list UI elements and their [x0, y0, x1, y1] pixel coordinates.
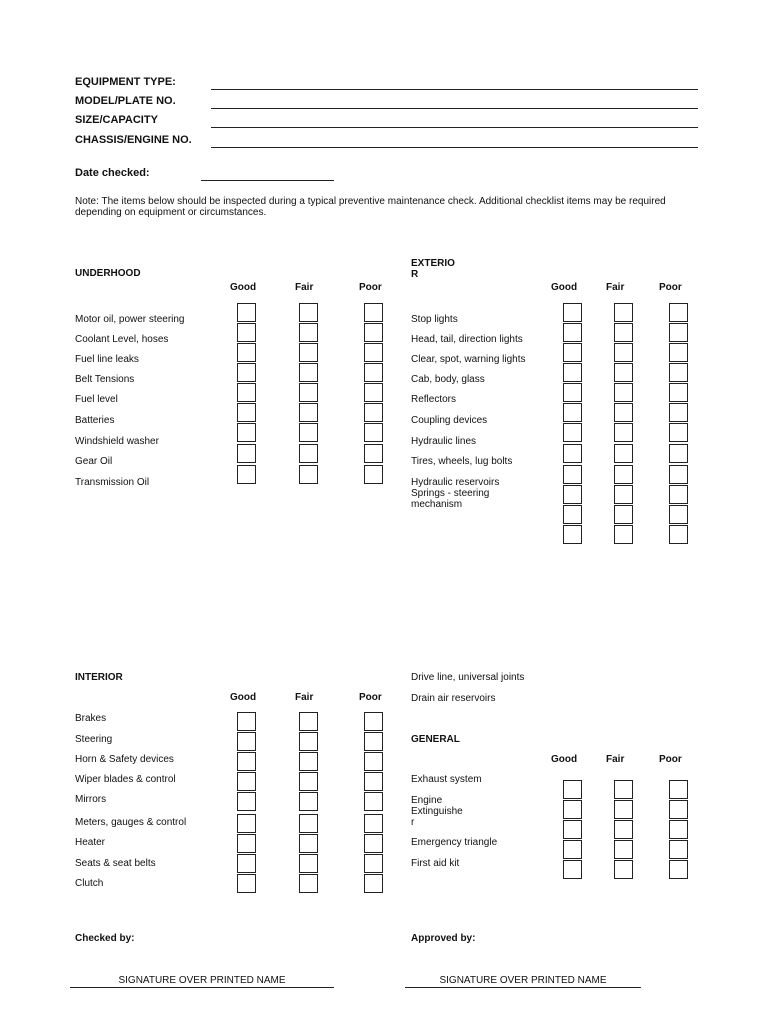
approved-by-label: Approved by: [411, 933, 476, 944]
interior-checkbox-fair[interactable] [299, 772, 318, 791]
underhood-item: Fuel line leaks [75, 354, 139, 365]
size-capacity-label: SIZE/CAPACITY [75, 114, 158, 126]
underhood-checkbox-good[interactable] [237, 363, 256, 382]
exterior-item: Stop lights [411, 314, 458, 325]
exterior-checkbox-poor[interactable] [669, 323, 688, 342]
exterior-checkbox-good[interactable] [563, 423, 582, 442]
interior-item: Mirrors [75, 794, 107, 805]
general-item: Extinguishe [411, 806, 463, 817]
exterior-item: Clear, spot, warning lights [411, 354, 526, 365]
exterior-checkbox-fair[interactable] [614, 444, 633, 463]
exterior-checkbox-poor[interactable] [669, 303, 688, 322]
exterior-checkbox-fair[interactable] [614, 485, 633, 504]
exterior-checkbox-fair[interactable] [614, 323, 633, 342]
interior-checkbox-poor[interactable] [364, 834, 383, 853]
underhood-checkbox-fair[interactable] [299, 444, 318, 463]
general-checkbox-fair[interactable] [614, 820, 633, 839]
underhood-item: Batteries [75, 415, 115, 426]
general-col-fair: Fair [606, 754, 625, 765]
interior-checkbox-fair[interactable] [299, 792, 318, 811]
underhood-checkbox-fair[interactable] [299, 363, 318, 382]
interior-checkbox-good[interactable] [237, 732, 256, 751]
underhood-checkbox-fair[interactable] [299, 383, 318, 402]
general-item: Exhaust system [411, 774, 482, 785]
interior-checkbox-good[interactable] [237, 712, 256, 731]
exterior-checkbox-good[interactable] [563, 505, 582, 524]
general-checkbox-fair[interactable] [614, 780, 633, 799]
exterior-col-good: Good [551, 282, 578, 293]
underhood-checkbox-poor[interactable] [364, 323, 383, 342]
exterior-checkbox-good[interactable] [563, 444, 582, 463]
exterior-item: Springs - steering [411, 488, 490, 499]
interior-item: Meters, gauges & control [75, 817, 187, 828]
exterior-checkbox-fair[interactable] [614, 403, 633, 422]
underhood-checkbox-good[interactable] [237, 383, 256, 402]
underhood-checkbox-poor[interactable] [364, 343, 383, 362]
underhood-item: Windshield washer [75, 436, 159, 447]
interior-checkbox-fair[interactable] [299, 712, 318, 731]
general-checkbox-poor[interactable] [669, 800, 688, 819]
interior-checkbox-poor[interactable] [364, 752, 383, 771]
underhood-checkbox-good[interactable] [237, 444, 256, 463]
exterior-checkbox-poor[interactable] [669, 363, 688, 382]
interior-checkbox-fair[interactable] [299, 834, 318, 853]
exterior-checkbox-fair[interactable] [614, 423, 633, 442]
general-col-good: Good [551, 754, 578, 765]
exterior-item: Cab, body, glass [411, 374, 485, 385]
size-capacity-field[interactable] [211, 127, 698, 128]
underhood-checkbox-poor[interactable] [364, 423, 383, 442]
underhood-checkbox-good[interactable] [237, 465, 256, 484]
exterior-checkbox-poor[interactable] [669, 465, 688, 484]
note-text: Note: The items below should be inspected during a typical preventive maintenance check. Additional checklist items may be required depending on equipment or circumstances. [75, 196, 666, 218]
model-plate-field[interactable] [211, 108, 698, 109]
interior-item: Brakes [75, 713, 107, 724]
general-checkbox-fair[interactable] [614, 800, 633, 819]
chassis-engine-field[interactable] [211, 147, 698, 148]
exterior-checkbox-poor[interactable] [669, 423, 688, 442]
underhood-item: Motor oil, power steering [75, 314, 185, 325]
underhood-item: Coolant Level, hoses [75, 334, 169, 345]
exterior-checkbox-fair[interactable] [614, 505, 633, 524]
exterior-title [411, 258, 455, 280]
underhood-item: Fuel level [75, 394, 118, 405]
date-checked-label: Date checked: [75, 167, 150, 179]
exterior-checkbox-good[interactable] [563, 303, 582, 322]
approved-by-signature-line[interactable] [405, 987, 641, 988]
interior-col-fair: Fair [295, 692, 314, 703]
exterior-checkbox-fair[interactable] [614, 465, 633, 484]
interior-checkbox-poor[interactable] [364, 854, 383, 873]
underhood-checkbox-fair[interactable] [299, 343, 318, 362]
exterior-item: mechanism [411, 499, 463, 510]
underhood-item: Gear Oil [75, 456, 113, 467]
exterior-checkbox-fair[interactable] [614, 525, 633, 544]
interior-item: Seats & seat belts [75, 858, 156, 869]
interior-checkbox-fair[interactable] [299, 874, 318, 893]
interior-checkbox-good[interactable] [237, 792, 256, 811]
checked-by-label: Checked by: [75, 933, 135, 944]
interior-item: Heater [75, 837, 106, 848]
signature-caption-right: SIGNATURE OVER PRINTED NAME [439, 975, 607, 986]
interior-checkbox-poor[interactable] [364, 874, 383, 893]
exterior-checkbox-fair[interactable] [614, 383, 633, 402]
general-col-poor: Poor [659, 754, 682, 765]
exterior-item: Coupling devices [411, 415, 488, 426]
exterior-checkbox-poor[interactable] [669, 444, 688, 463]
underhood-col-poor: Poor [359, 282, 382, 293]
underhood-checkbox-good[interactable] [237, 343, 256, 362]
date-checked-field[interactable] [201, 180, 334, 181]
exterior-checkbox-poor[interactable] [669, 383, 688, 402]
underhood-checkbox-poor[interactable] [364, 383, 383, 402]
interior-checkbox-good[interactable] [237, 854, 256, 873]
underhood-checkbox-poor[interactable] [364, 363, 383, 382]
model-plate-label: MODEL/PLATE NO. [75, 95, 176, 107]
exterior-item: Hydraulic reservoirs [411, 477, 500, 488]
general-checkbox-poor[interactable] [669, 860, 688, 879]
underhood-checkbox-fair[interactable] [299, 423, 318, 442]
general-checkbox-good[interactable] [563, 820, 582, 839]
underhood-checkbox-fair[interactable] [299, 465, 318, 484]
interior-checkbox-poor[interactable] [364, 712, 383, 731]
exterior-checkbox-poor[interactable] [669, 505, 688, 524]
general-checkbox-fair[interactable] [614, 840, 633, 859]
underhood-checkbox-fair[interactable] [299, 323, 318, 342]
general-checkbox-good[interactable] [563, 840, 582, 859]
interior-checkbox-poor[interactable] [364, 792, 383, 811]
general-checkbox-poor[interactable] [669, 820, 688, 839]
exterior-extra-item: Drive line, universal joints [411, 672, 525, 683]
exterior-checkbox-fair[interactable] [614, 303, 633, 322]
interior-col-good: Good [230, 692, 257, 703]
interior-checkbox-fair[interactable] [299, 854, 318, 873]
interior-title: INTERIOR [75, 672, 123, 683]
interior-item: Horn & Safety devices [75, 754, 174, 765]
interior-checkbox-good[interactable] [237, 874, 256, 893]
exterior-checkbox-poor[interactable] [669, 343, 688, 362]
interior-checkbox-fair[interactable] [299, 732, 318, 751]
exterior-checkbox-good[interactable] [563, 323, 582, 342]
underhood-checkbox-poor[interactable] [364, 303, 383, 322]
exterior-item: Head, tail, direction lights [411, 334, 523, 345]
interior-col-poor: Poor [359, 692, 382, 703]
general-checkbox-poor[interactable] [669, 780, 688, 799]
checked-by-signature-line[interactable] [70, 987, 334, 988]
interior-checkbox-poor[interactable] [364, 732, 383, 751]
interior-checkbox-good[interactable] [237, 772, 256, 791]
exterior-checkbox-good[interactable] [563, 485, 582, 504]
exterior-title-line1: EXTERIO [411, 258, 455, 269]
exterior-checkbox-good[interactable] [563, 363, 582, 382]
general-item: Engine [411, 795, 443, 806]
general-checkbox-good[interactable] [563, 860, 582, 879]
underhood-item: Belt Tensions [75, 374, 135, 385]
exterior-checkbox-poor[interactable] [669, 403, 688, 422]
exterior-item: Reflectors [411, 394, 457, 405]
exterior-title-line2: R [411, 269, 419, 280]
exterior-checkbox-good[interactable] [563, 403, 582, 422]
exterior-checkbox-good[interactable] [563, 343, 582, 362]
interior-checkbox-good[interactable] [237, 834, 256, 853]
exterior-item: Hydraulic lines [411, 436, 477, 447]
general-checkbox-fair[interactable] [614, 860, 633, 879]
exterior-checkbox-poor[interactable] [669, 485, 688, 504]
general-item: First aid kit [411, 858, 460, 869]
underhood-title: UNDERHOOD [75, 268, 141, 279]
interior-checkbox-poor[interactable] [364, 772, 383, 791]
exterior-checkbox-good[interactable] [563, 465, 582, 484]
underhood-checkbox-fair[interactable] [299, 303, 318, 322]
exterior-checkbox-good[interactable] [563, 383, 582, 402]
general-title: GENERAL [411, 734, 460, 745]
chassis-engine-label: CHASSIS/ENGINE NO. [75, 134, 192, 146]
general-item: r [411, 817, 415, 828]
interior-checkbox-poor[interactable] [364, 814, 383, 833]
interior-checkbox-good[interactable] [237, 814, 256, 833]
underhood-checkbox-good[interactable] [237, 323, 256, 342]
underhood-checkbox-poor[interactable] [364, 444, 383, 463]
underhood-checkbox-good[interactable] [237, 303, 256, 322]
exterior-col-fair: Fair [606, 282, 625, 293]
underhood-checkbox-good[interactable] [237, 403, 256, 422]
underhood-item: Transmission Oil [75, 477, 150, 488]
interior-item: Clutch [75, 878, 104, 889]
exterior-extra-item: Drain air reservoirs [411, 693, 496, 704]
interior-checkbox-good[interactable] [237, 752, 256, 771]
underhood-col-fair: Fair [295, 282, 314, 293]
interior-item: Steering [75, 734, 113, 745]
exterior-checkbox-fair[interactable] [614, 363, 633, 382]
underhood-checkbox-poor[interactable] [364, 465, 383, 484]
exterior-checkbox-good[interactable] [563, 525, 582, 544]
exterior-col-poor: Poor [659, 282, 682, 293]
exterior-item: Tires, wheels, lug bolts [411, 456, 513, 467]
exterior-checkbox-poor[interactable] [669, 525, 688, 544]
exterior-checkbox-fair[interactable] [614, 343, 633, 362]
general-item: Emergency triangle [411, 837, 498, 848]
equipment-type-field[interactable] [211, 89, 698, 90]
underhood-checkbox-poor[interactable] [364, 403, 383, 422]
interior-checkbox-fair[interactable] [299, 814, 318, 833]
interior-checkbox-fair[interactable] [299, 752, 318, 771]
underhood-checkbox-good[interactable] [237, 423, 256, 442]
general-checkbox-good[interactable] [563, 800, 582, 819]
underhood-checkbox-fair[interactable] [299, 403, 318, 422]
signature-caption-left: SIGNATURE OVER PRINTED NAME [118, 975, 286, 986]
equipment-type-label: EQUIPMENT TYPE: [75, 76, 176, 88]
interior-item: Wiper blades & control [75, 774, 176, 785]
general-checkbox-poor[interactable] [669, 840, 688, 859]
underhood-col-good: Good [230, 282, 257, 293]
general-checkbox-good[interactable] [563, 780, 582, 799]
